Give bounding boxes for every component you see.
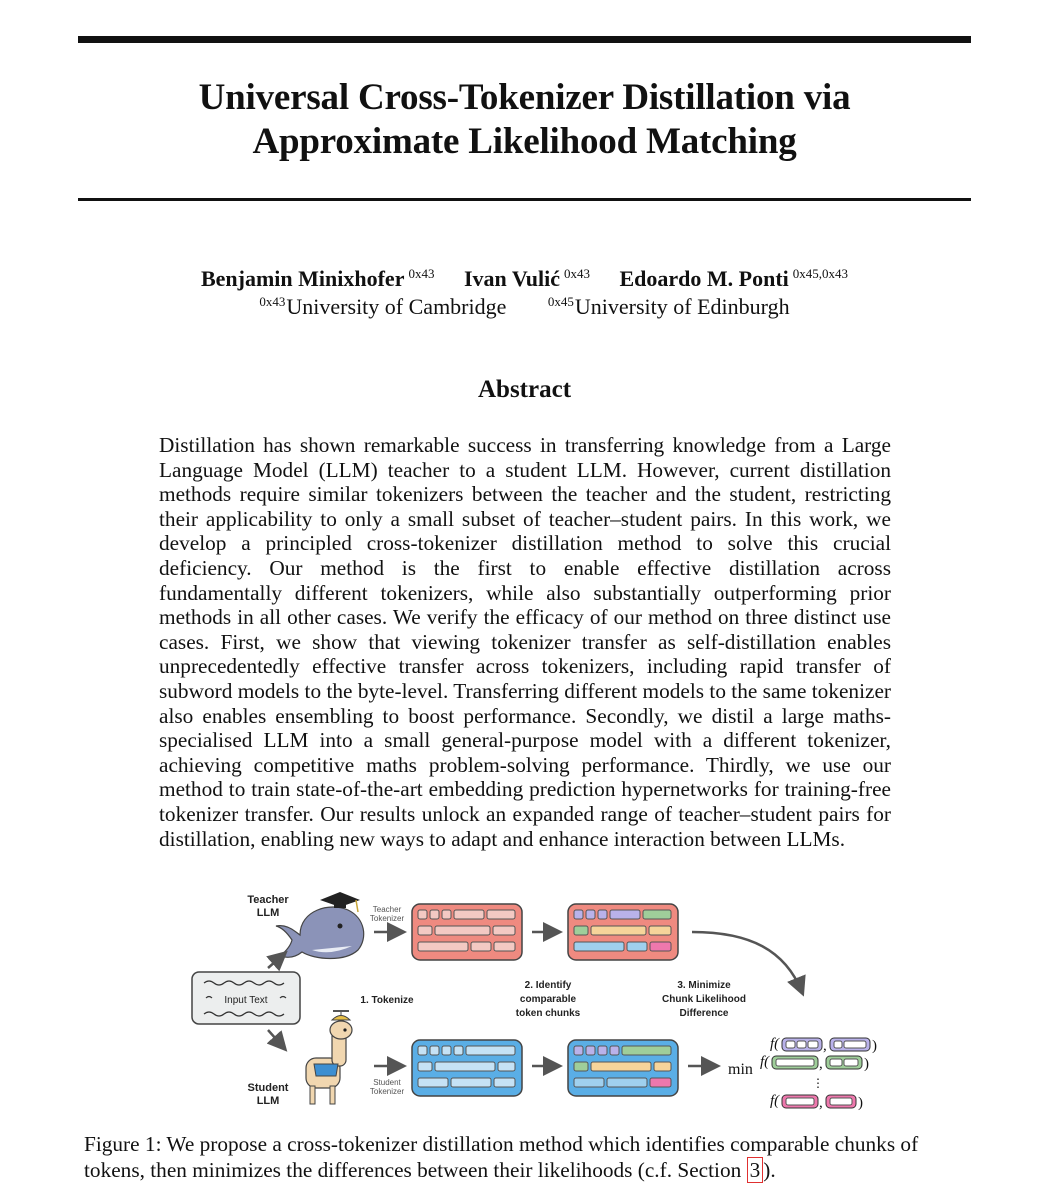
step-2-label-line-2: comparable <box>519 994 577 1005</box>
affiliation-list <box>78 288 971 321</box>
student-chunk-box <box>568 1040 678 1096</box>
loss-ellipsis: ⋮ <box>812 1076 824 1090</box>
teacher-chunk-box <box>568 904 678 960</box>
llama-with-propeller-hat-icon <box>306 1011 352 1104</box>
svg-text:f(: f( <box>770 1093 780 1109</box>
abstract-body: Distillation has shown remarkable success in transferring knowledge from a Large Language Model (LLM) teacher to a student LLM. However, current distillation methods require similar tokenizers between the teacher and the student, restricting their applicability to only a small subset of teacher–student pairs. In this work, we develop a principled cross-tokenizer distillation method to solve this crucial deficiency. Our method is the first to enable effective distillation across fundamentally different tokenizers, while also substantially outperforming prior methods in all other cases. We verify the efficacy of our method on three distinct use cases. First, we show that viewing tokenizer transfer as self-distillation enables unprecedentedly effective transfer across tokenizers, including rapid transfer of subword models to the byte-level. Transferring different models to the same tokenizer also enables ensembling to boost performance. Secondly, we distil a large maths-specialised LLM into a small general-purpose model with a different tokenizer, achieving competitive maths problem-solving performance. Thirdly, we use our method to train state-of-the-art embedding prediction hypernetworks for training-free tokenizer transfer. Our results unlock an expanded range of teacher–student pairs for distillation, enabling new ways to adapt and enhance interaction between LLMs. <box>159 433 891 851</box>
title-rule <box>78 198 971 201</box>
input-to-student-arrow <box>268 1030 284 1048</box>
title-line-2: Approximate Likelihood Matching <box>252 121 797 162</box>
svg-text:f(: f( <box>760 1054 770 1070</box>
step-3-label-line-2: Chunk Likelihood <box>662 994 746 1005</box>
section-reference-link[interactable]: 3 <box>747 1157 764 1183</box>
caption-text-end: ). <box>763 1158 776 1182</box>
step-2-label-line-3: token chunks <box>515 1008 581 1019</box>
input-to-teacher-arrow <box>268 954 284 968</box>
affiliation-name: University of Cambridge <box>286 294 507 319</box>
svg-text:,: , <box>819 1095 823 1111</box>
svg-text:,: , <box>823 1038 827 1054</box>
svg-text:): ) <box>872 1038 877 1054</box>
author-name: Edoardo M. Ponti <box>619 266 789 291</box>
affiliation-mark: 0x45 <box>547 294 574 309</box>
svg-text:): ) <box>858 1095 863 1111</box>
affiliation <box>548 294 790 319</box>
top-rule <box>78 36 971 43</box>
paper-title <box>78 76 971 164</box>
teacher-token-box <box>412 904 522 960</box>
step-3-label-line-3: Difference <box>679 1008 729 1019</box>
author-name: Ivan Vulić <box>463 266 560 291</box>
abstract-heading: Abstract <box>477 376 572 403</box>
caption-text: Figure 1: We propose a cross-tokenizer distillation method which identifies comparable chunks of tokens, then minimizes the differences between their likelihoods (c.f. Section <box>84 1132 919 1182</box>
svg-text:f(: f( <box>770 1036 780 1052</box>
author-affiliation-mark: 0x43 <box>408 266 435 281</box>
loss-term-2 <box>760 1054 869 1072</box>
title-line-1: Universal Cross-Tokenizer Distillation via <box>198 77 851 118</box>
figure-1 <box>180 880 900 1116</box>
step-2-label: 2. Identify <box>524 980 572 991</box>
affiliation <box>259 294 506 319</box>
figure-caption <box>84 1131 984 1183</box>
loss-term-3 <box>770 1093 863 1111</box>
input-text-label: Input Text <box>224 995 268 1006</box>
input-text-box <box>192 972 300 1024</box>
teacher-tokenizer-label-2: Tokenizer <box>369 914 405 923</box>
author-affiliation-mark: 0x45,0x43 <box>792 266 849 281</box>
teacher-label-llm: LLM <box>256 907 280 919</box>
author-affiliation-mark: 0x43 <box>563 266 590 281</box>
student-label: Student <box>247 1082 289 1094</box>
svg-text:): ) <box>864 1056 869 1072</box>
min-label: min <box>728 1061 753 1078</box>
svg-text:,: , <box>819 1056 823 1072</box>
loss-term-1 <box>770 1036 877 1054</box>
student-tokenizer-label: Student <box>373 1078 401 1087</box>
step-3-label: 3. Minimize <box>677 980 731 991</box>
student-token-box <box>412 1040 522 1096</box>
teacher-label: Teacher <box>247 894 289 906</box>
affiliation-name: University of Edinburgh <box>574 294 790 319</box>
student-label-llm: LLM <box>256 1095 280 1107</box>
step-1-label: 1. Tokenize <box>360 995 414 1006</box>
whale-with-graduation-cap-icon <box>276 892 364 959</box>
teacher-tokenizer-label: Teacher <box>372 905 402 914</box>
affiliation-mark: 0x43 <box>259 294 286 309</box>
student-tokenizer-label-2: Tokenizer <box>369 1087 405 1096</box>
author-name: Benjamin Minixhofer <box>200 266 405 291</box>
